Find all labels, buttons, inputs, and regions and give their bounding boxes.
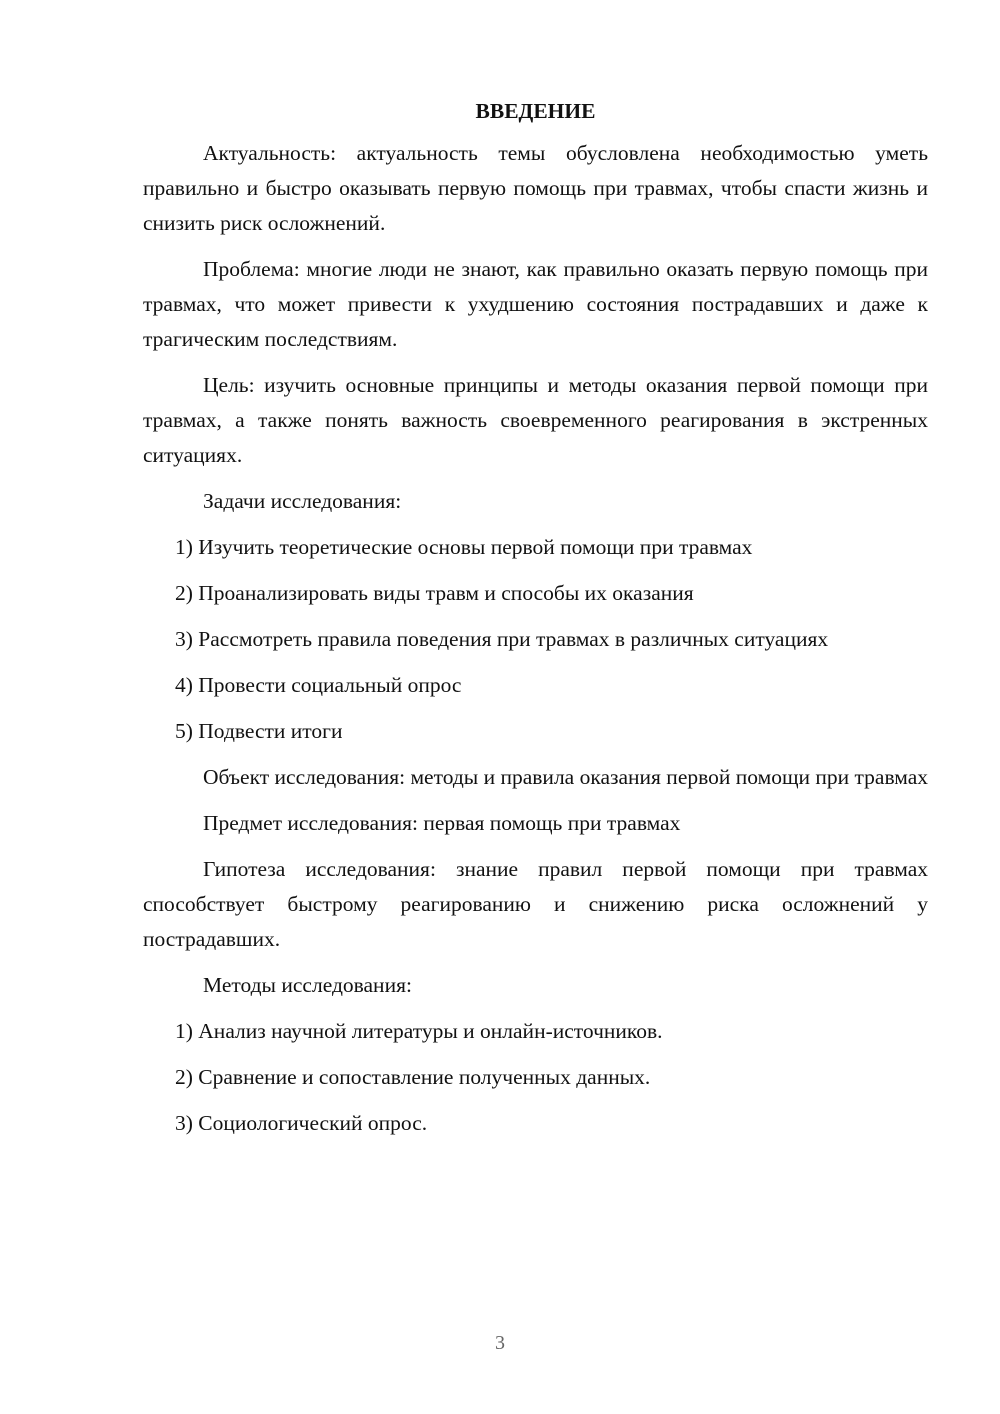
task-item: 1) Изучить теоретические основы первой помощи при травмах (175, 535, 753, 559)
paragraph-goal: Цель: изучить основные принципы и методы оказания первой помощи при травмах, а также понять важность своевременного реагирования в экстренных ситуациях. (143, 373, 928, 467)
task-item: 4) Провести социальный опрос (175, 673, 462, 697)
paragraph-relevance: Актуальность: актуальность темы обусловлена необходимостью уметь правильно и быстро оказывать первую помощь при травмах, чтобы спасти жизнь и снизить риск осложнений. (143, 141, 928, 235)
paragraph-hypothesis: Гипотеза исследования: знание правил первой помощи при травмах способствует быстрому реагированию и снижению риска осложнений у пострадавших. (143, 857, 928, 951)
task-item: 5) Подвести итоги (175, 719, 343, 743)
tasks-heading: Задачи исследования: (203, 489, 402, 513)
paragraph-subject: Предмет исследования: первая помощь при травмах (203, 811, 681, 835)
task-item: 3) Рассмотреть правила поведения при травмах в различных ситуациях (175, 627, 829, 651)
page-content (143, 96, 928, 1152)
method-item: 1) Анализ научной литературы и онлайн-источников. (175, 1019, 663, 1043)
paragraph-problem: Проблема: многие люди не знают, как правильно оказать первую помощь при травмах, что может привести к ухудшению состояния пострадавших и даже к трагическим последствиям. (143, 257, 928, 351)
paragraph-object: Объект исследования: методы и правила оказания первой помощи при травмах (203, 765, 929, 789)
task-item: 2) Проанализировать виды травм и способы их оказания (175, 581, 694, 605)
section-title: ВВЕДЕНИЕ (475, 99, 596, 123)
methods-heading: Методы исследования: (203, 973, 412, 997)
method-item: 2) Сравнение и сопоставление полученных данных. (175, 1065, 651, 1089)
page-number: 3 (495, 1332, 505, 1354)
method-item: 3) Социологический опрос. (175, 1111, 428, 1135)
